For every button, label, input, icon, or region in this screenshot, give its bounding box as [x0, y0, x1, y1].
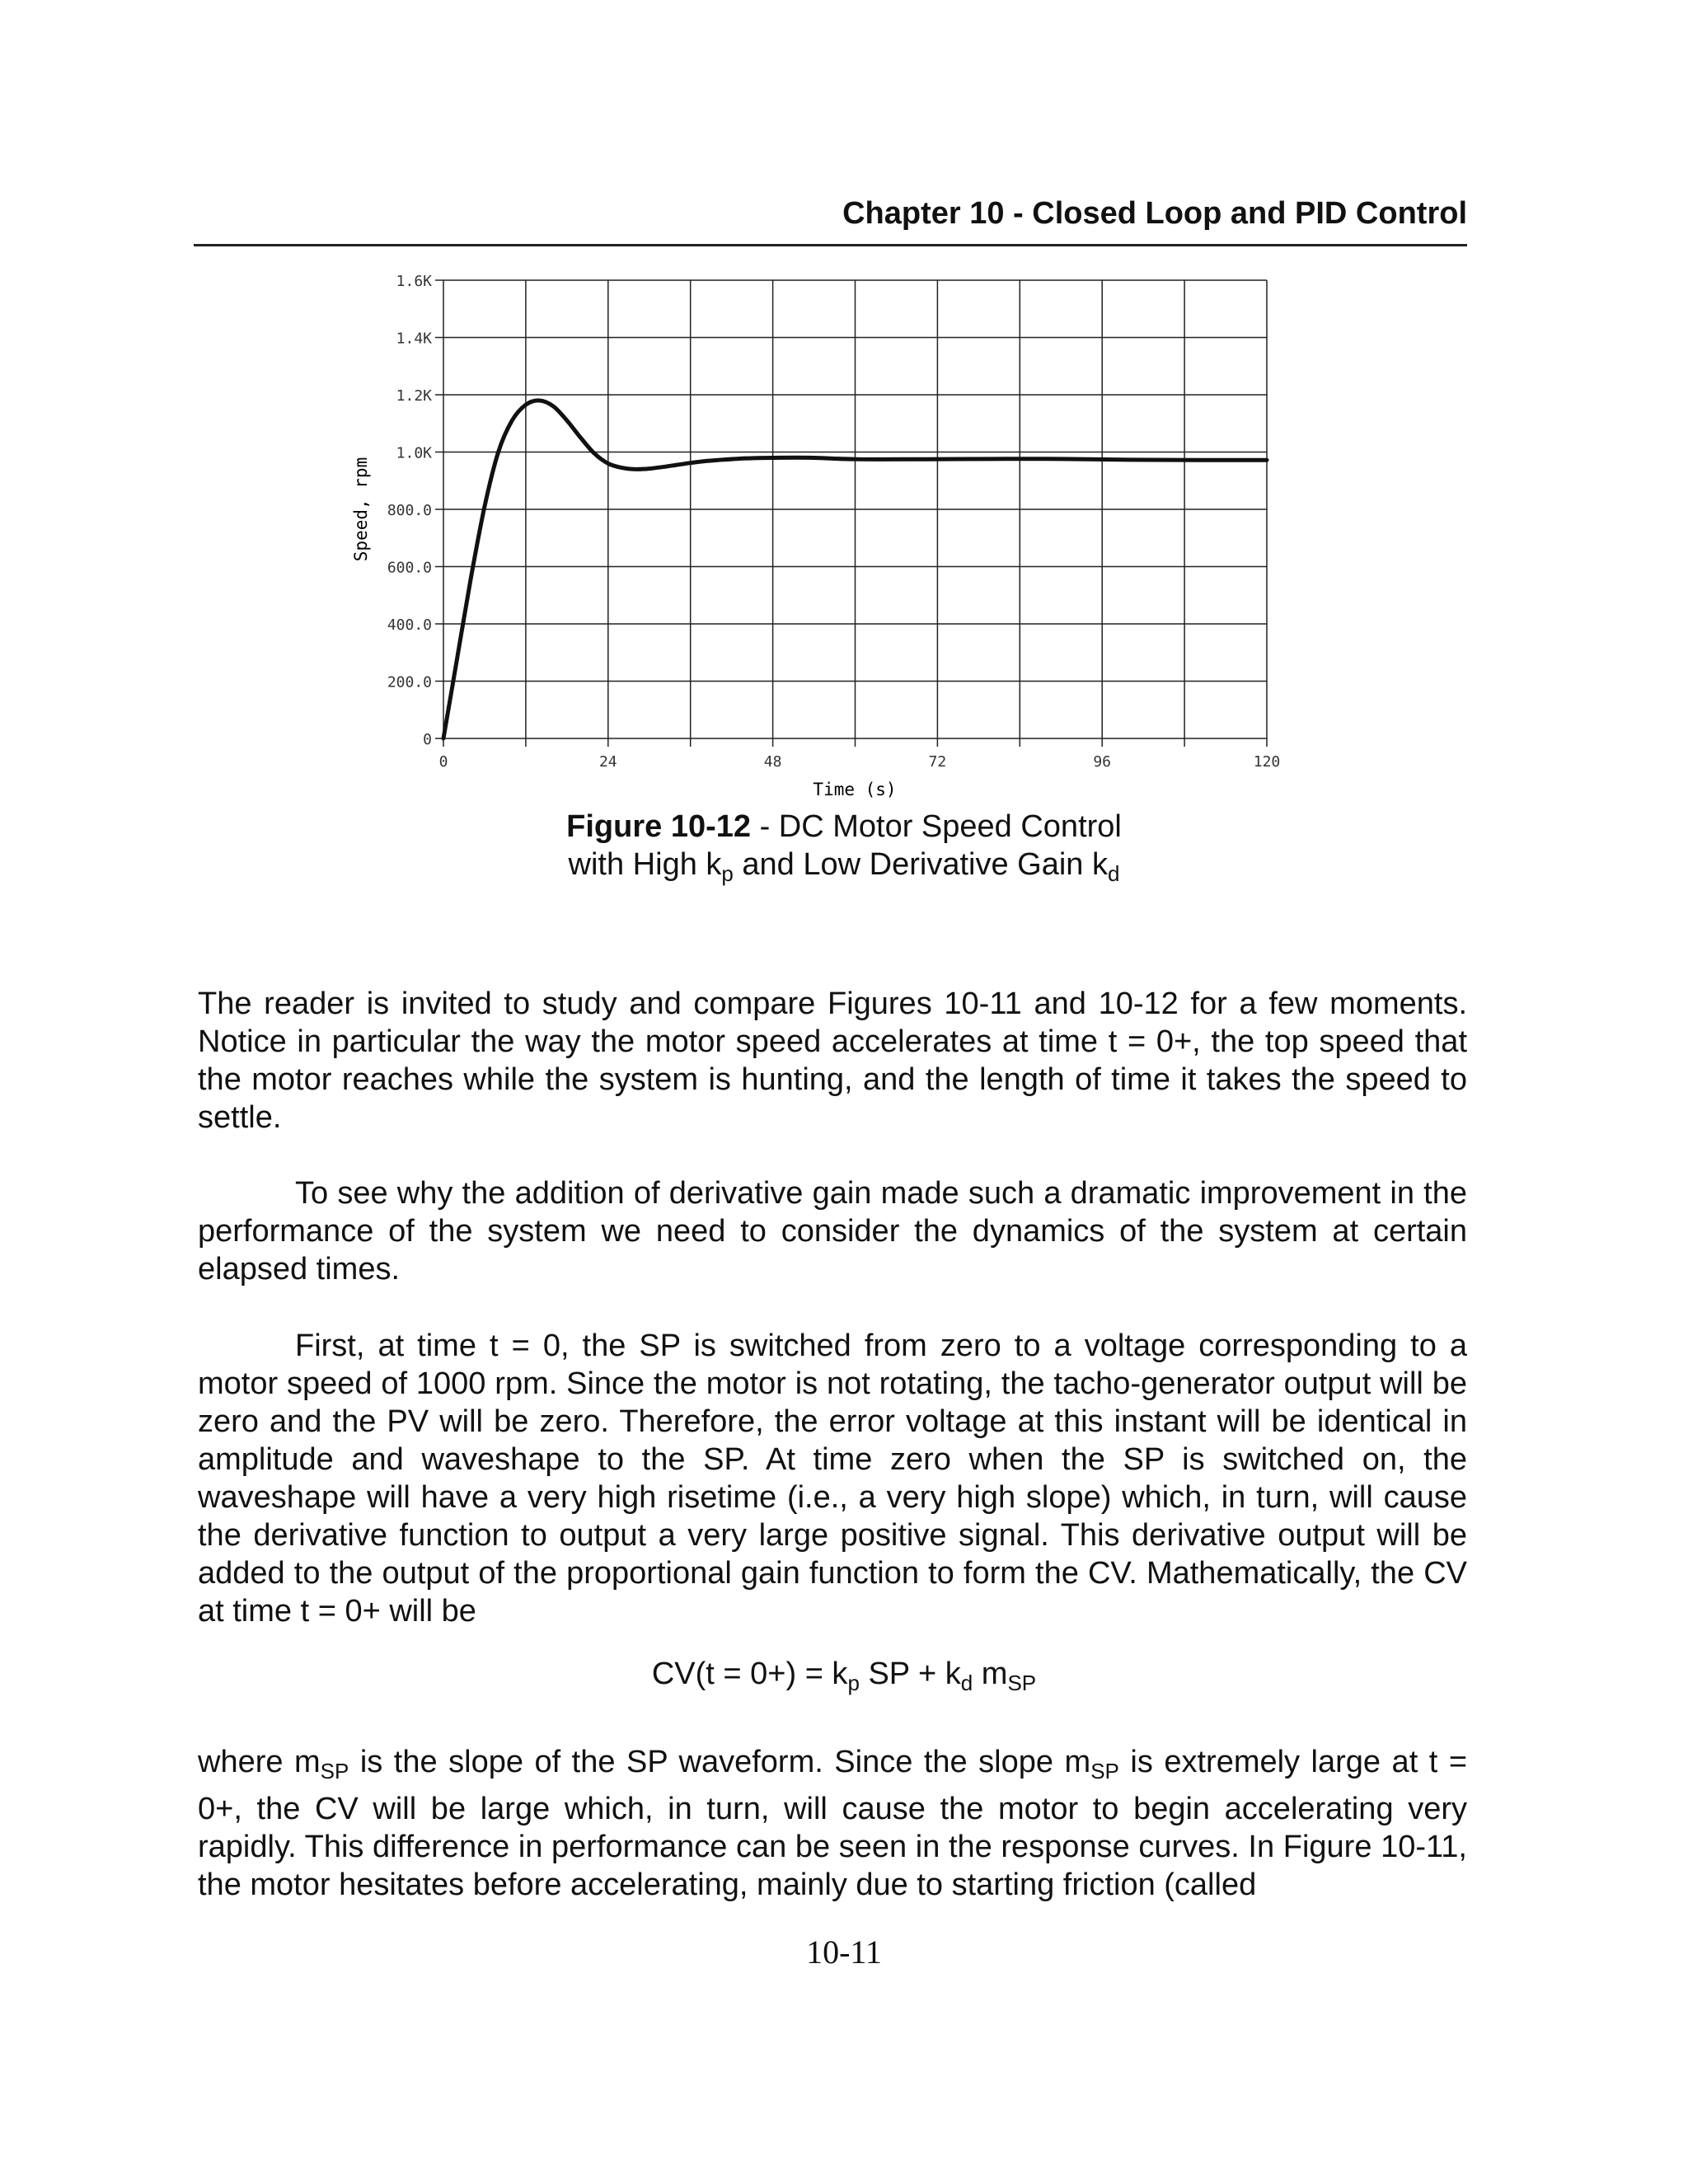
- y-tick-label: 1.4K: [396, 330, 432, 348]
- formula-sub-p: p: [847, 1671, 860, 1695]
- formula-sub-sp: SP: [1007, 1671, 1037, 1695]
- y-tick-label: 400.0: [387, 616, 432, 634]
- para4-part-c: is extremely large at t = 0+, the CV will be large which, in turn, will cause the motor to begin accelerating very rapidly. This difference in performance can be seen in the response curves. In Figure 10-11, the motor hesitates before accelerating, mainly due to starting friction (called: [198, 1745, 1468, 1902]
- x-tick-label: 24: [598, 753, 617, 771]
- para4-sub-2: SP: [1090, 1759, 1119, 1783]
- x-tick-label: 96: [1093, 753, 1112, 771]
- chart-grid: [435, 280, 1267, 747]
- paragraph-4: [198, 1743, 1467, 1904]
- y-tick-label: 1.6K: [396, 273, 432, 290]
- x-tick-label: 72: [928, 753, 947, 771]
- speed-chart: [330, 264, 1319, 808]
- x-tick-labels: [439, 753, 1281, 771]
- para4-part-a: where m: [198, 1745, 321, 1779]
- figure-caption: [0, 808, 1688, 893]
- y-tick-label: 800.0: [387, 502, 432, 519]
- formula-part-b: SP + k: [859, 1657, 961, 1691]
- para4-part-b: is the slope of the SP waveform. Since the slope m: [349, 1745, 1091, 1779]
- x-axis-label: Time (s): [813, 780, 897, 799]
- y-tick-label: 200.0: [387, 673, 432, 691]
- y-tick-labels: [387, 273, 432, 748]
- caption-line-2: [0, 846, 1688, 893]
- x-tick-label: 48: [763, 753, 782, 771]
- caption-title: - DC Motor Speed Control: [751, 809, 1122, 844]
- caption-text-a: with High k: [568, 847, 722, 882]
- y-axis-label: Speed, rpm: [351, 457, 371, 562]
- formula-part-c: m: [973, 1657, 1008, 1691]
- cv-formula: [0, 1657, 1688, 1696]
- page-header: [194, 196, 1467, 246]
- formula-sub-d: d: [960, 1671, 973, 1695]
- subscript-p: p: [721, 861, 734, 886]
- paragraph-3: First, at time t = 0, the SP is switched from zero to a voltage corresponding to a motor speed of 1000 rpm. Since the motor is not rotating, the tacho-generator output will be zero and the PV will be zero. Therefore, the error voltage at this instant will be identical in amplitude and waveshape to the SP. At time zero when the SP is switched on, the waveshape will have a very high risetime (i.e., a very high slope) which, in turn, will cause the derivative function to output a very large positive signal. This derivative output will be added to the output of the proportional gain function to form the CV. Mathematically, the CV at time t = 0+ will be: [198, 1329, 1467, 1629]
- y-tick-label: 1.0K: [396, 444, 432, 462]
- y-tick-label: 600.0: [387, 559, 432, 577]
- x-tick-label: 0: [438, 753, 448, 771]
- caption-text-b: and Low Derivative Gain k: [733, 847, 1108, 882]
- chapter-title: Chapter 10 - Closed Loop and PID Control: [842, 196, 1467, 231]
- para4-sub-1: SP: [320, 1759, 349, 1783]
- subscript-d: d: [1107, 861, 1120, 886]
- paragraph-1: The reader is invited to study and compare Figures 10-11 and 10-12 for a few moments. Notice in particular the way the motor speed accelerates at time t = 0+, the top speed that the motor reaches while the system is hunting, and the length of time it takes the speed to settle.: [198, 987, 1467, 1135]
- figure-number: Figure 10-12: [566, 809, 752, 844]
- caption-line-1: [0, 808, 1688, 846]
- formula-part-a: CV(t = 0+) = k: [651, 1657, 848, 1691]
- paragraph-2: To see why the addition of derivative gain made such a dramatic improvement in the performance of the system we need to consider the dynamics of the system at certain elapsed times.: [198, 1176, 1467, 1286]
- x-tick-label: 120: [1253, 753, 1281, 771]
- page-number: 10-11: [806, 1933, 882, 1971]
- y-tick-label: 0: [423, 731, 432, 748]
- y-tick-label: 1.2K: [396, 387, 432, 405]
